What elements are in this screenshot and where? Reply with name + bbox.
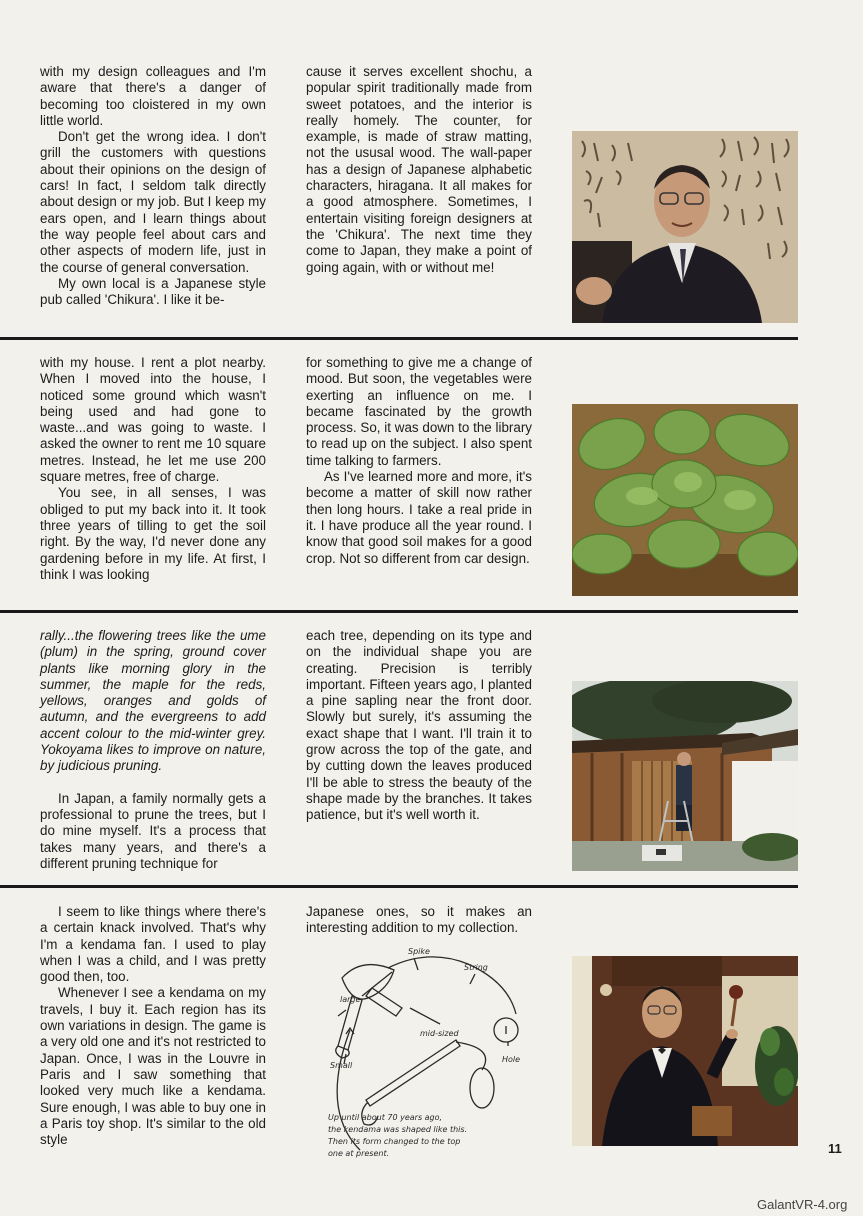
sketch-note-line: Then its form changed to the top xyxy=(328,1137,461,1146)
section-4-left-column xyxy=(40,904,266,1148)
label-hole: Hole xyxy=(502,1055,521,1064)
paragraph: In Japan, a family normally gets a professional to prune the trees, but I do mine myself. It's a process that takes many years, and there's a different pruning technique for xyxy=(40,790,266,871)
section-3-left-column xyxy=(40,628,266,872)
paragraph: with my design colleagues and I'm aware that there's a danger of becoming too cloistered in my own little world. xyxy=(40,64,266,128)
section-1-left-column xyxy=(40,64,266,308)
paragraph: each tree, depending on its type and on the individual shape you are creating. Precision is terribly important. Fifteen years ago, I planted a pine sapling near the front door. Slowly but surely, it's assuming the exact shape that I want. I'll train it to grow across the top of the gate, and by cutting down the leaves produced I'll be able to stress the beauty of the shape made by the branches. It takes patience, but it's well worth it. xyxy=(306,628,532,823)
section-4-right-column xyxy=(306,904,532,937)
section-1-right-column xyxy=(306,64,532,276)
watermark: GalantVR-4.org xyxy=(757,1197,848,1212)
label-string: String xyxy=(464,963,488,972)
pruning-photo xyxy=(572,681,798,871)
paragraph: Japanese ones, so it makes an interesting addition to my collection. xyxy=(306,904,532,936)
intro-paragraph: rally...the flowering trees like the ume (plum) in the spring, ground cover plants like morning glory in the summer, the maple for the reds, yellows, oranges and golds of autumn, and the evergreens to add accent colour to the mid-winter grey. Yokoyama likes to improve on nature, by judicious pruning. xyxy=(40,628,266,774)
paragraph: for something to give me a change of mood. But soon, the vegetables were exerting an influence on me. I became fascinated by the growth process. So, it was down to the library to read up on the subject. I also spent time talking to farmers. xyxy=(306,355,532,468)
section-2-right-column xyxy=(306,355,532,567)
sketch-note-line: Up until about 70 years ago, xyxy=(328,1113,443,1122)
vegetable-plant-photo xyxy=(572,404,798,596)
section-divider xyxy=(0,337,798,340)
label-spike: Spike xyxy=(408,947,430,956)
paragraph: Don't get the wrong idea. I don't grill the customers with questions about their opinions on the design of cars! In fact, I seldom talk directly about design or my job. But I keep my ears open, and I learn things about the way people feel about cars and other aspects of modern life, just in the course of general conversation. xyxy=(40,129,266,275)
section-2-left-column xyxy=(40,355,266,583)
paragraph: with my house. I rent a plot nearby. When I moved into the house, I noticed some ground which wasn't being used and had gone to waste...and was going to waste. I asked the owner to rent me 10 square metres. Instead, he let me use 200 square metres, free of charge. xyxy=(40,355,266,485)
kendama-player-photo xyxy=(572,956,798,1146)
label-large: large xyxy=(340,995,361,1004)
section-divider xyxy=(0,885,798,888)
paragraph: You see, in all senses, I was obliged to put my back into it. It took three years of tilling to get the soil right. By the way, I'd never done any gardening before in my life. At first, I think I was looking xyxy=(40,485,266,582)
paragraph: Whenever I see a kendama on my travels, I buy it. Each region has its own variations in design. The game is a very old one and it's not restricted to Japan. Once, I was in the Louvre in Paris and I saw something that looked very much like a kendama. Sure enough, I was able to buy one in a Paris toy shop. It's similar to the old style xyxy=(40,985,266,1148)
kendama-sketch xyxy=(300,940,540,1170)
portrait-photo-chikura xyxy=(572,131,798,323)
label-small: Small xyxy=(330,1061,353,1070)
sketch-note-line: one at present. xyxy=(328,1149,390,1158)
section-3-right-column xyxy=(306,628,532,824)
sketch-note-line: the kendama was shaped like this. xyxy=(328,1125,468,1134)
section-divider xyxy=(0,610,798,613)
paragraph: My own local is a Japanese style pub called 'Chikura'. I like it be- xyxy=(40,275,266,308)
page-number: 11 xyxy=(828,1141,842,1156)
paragraph: cause it serves excellent shochu, a popular spirit traditionally made from sweet potatoes, and the interior is really homely. The counter, for example, is made of straw matting, not the ususal wood. The wall-paper has a design of Japanese alphabetic characters, hiragana. It all makes for a good atmosphere. Sometimes, I entertain visiting foreign designers at the 'Chikura'. The next time they come to Japan, they make a point of going again, with or without me! xyxy=(306,64,532,275)
paragraph: I seem to like things where there's a certain knack involved. That's why I'm a kendama fan. I used to play when I was a child, and I was pretty good then, too. xyxy=(40,904,266,985)
label-mid-sized: mid-sized xyxy=(420,1029,459,1038)
paragraph: As I've learned more and more, it's become a matter of skill now rather then long hours. I take a real pride in it. I have produce all the year round. I know that good soil makes for a good crop. Not so different from car design. xyxy=(306,469,532,566)
